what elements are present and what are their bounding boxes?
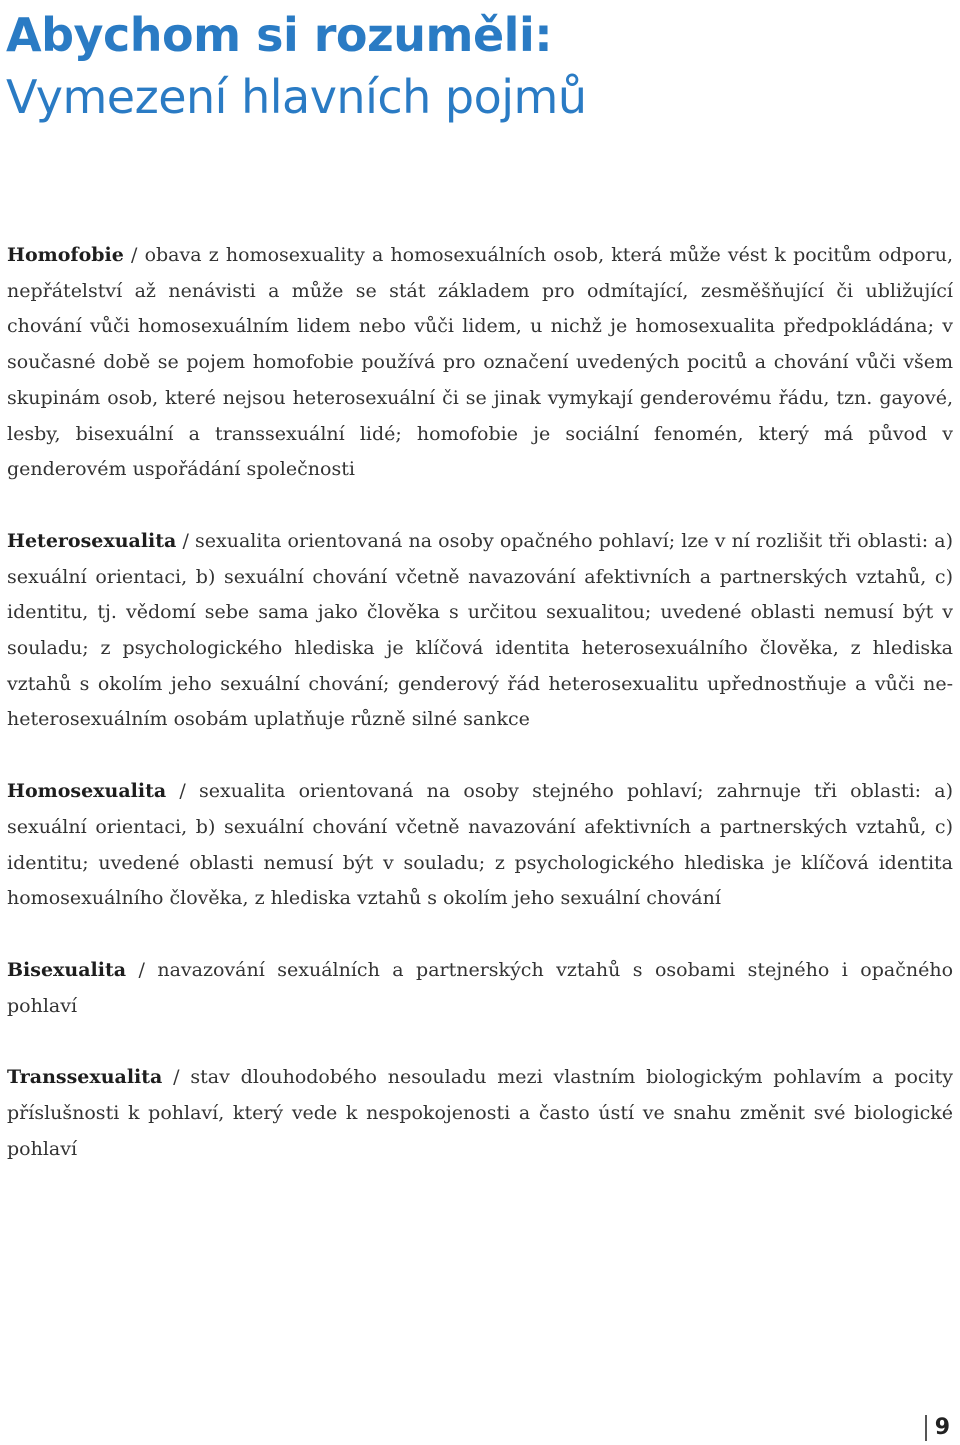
- definition-homosexualita: sexualita orientovaná na osoby stejného pohlaví; zahrnuje tři oblasti: a) sexuální orientaci, b) sexuální chování včetně navazování afektivních a partnerských vztahů, c) identitu; uvedené oblasti nemusí být v souladu; z psychologického hlediska je klíčová identita homosexuálního člověka, z hlediska vztahů s okolím jeho sexuální chování: [7, 780, 954, 910]
- page-footer: [925, 1415, 950, 1440]
- term-transsexualita: Transsexualita: [7, 1066, 163, 1089]
- term-separator: /: [123, 244, 145, 266]
- glossary-entry-heterosexualita: [7, 524, 953, 738]
- glossary-entry-homofobie: [7, 238, 953, 488]
- glossary-entry-bisexualita: [7, 953, 953, 1024]
- heading-title: Abychom si rozuměli:: [6, 8, 553, 62]
- definition-bisexualita: navazování sexuálních a partnerských vztahů s osobami stejného i opačného pohlaví: [7, 958, 954, 1017]
- term-separator: /: [162, 1066, 191, 1089]
- term-homosexualita: Homosexualita: [7, 780, 167, 803]
- page-number: 9: [934, 1415, 950, 1440]
- term-separator: /: [126, 958, 158, 981]
- definition-transsexualita: stav dlouhodobého nesouladu mezi vlastním biologickým pohlavím a pocity příslušnosti k pohlaví, který vede k nespokojenosti a často ústí ve snahu změnit své biologické pohlaví: [7, 1066, 954, 1160]
- term-homofobie: Homofobie: [7, 244, 124, 266]
- page-number-rule: [925, 1415, 927, 1441]
- term-bisexualita: Bisexualita: [7, 958, 127, 981]
- glossary-entry-homosexualita: [7, 774, 953, 917]
- definition-heterosexualita: sexualita orientovaná na osoby opačného pohlaví; lze v ní rozlišit tři oblasti: a) sexuální orientaci, b) sexuální chování včetně navazování afektivních a partnerských vztahů, c) identitu, tj. vědomí sebe sama jako člověka s určitou sexualitou; uvedené oblasti nemusí být v souladu; z psychologického hlediska je klíčová identita heterosexuálního člověka, z hlediska vztahů s okolím jeho sexuální chování; genderový řád heterosexualitu upřednostňuje a vůči ne-heterosexuálním osobám uplatňuje různě silné sankce: [7, 529, 953, 731]
- term-separator: /: [166, 780, 200, 803]
- heading-subtitle: Vymezení hlavních pojmů: [6, 70, 587, 124]
- definition-homofobie: obava z homosexuality a homosexuálních osob, která může vést k pocitům odporu, nepřátelství až nenávisti a může se stát základem pro odmítající, zesměšňující či ubližující chování vůči homosexuálním lidem nebo vůči lidem, u nichž je homosexualita předpokládána; v současné době se pojem homofobie používá pro označení uvedených pocitů a chování vůči všem skupinám osob, které nejsou heterosexuální či se jinak vymykají genderovému řádu, tzn. gayové, lesby, bisexuální a transsexuální lidé; homofobie je sociální fenomén, který má původ v genderovém uspořádání společnosti: [7, 244, 953, 481]
- glossary-entry-transsexualita: [7, 1060, 953, 1167]
- term-heterosexualita: Heterosexualita: [7, 529, 177, 552]
- term-separator: /: [176, 529, 196, 552]
- page-heading: [6, 6, 587, 130]
- glossary: [7, 238, 953, 1203]
